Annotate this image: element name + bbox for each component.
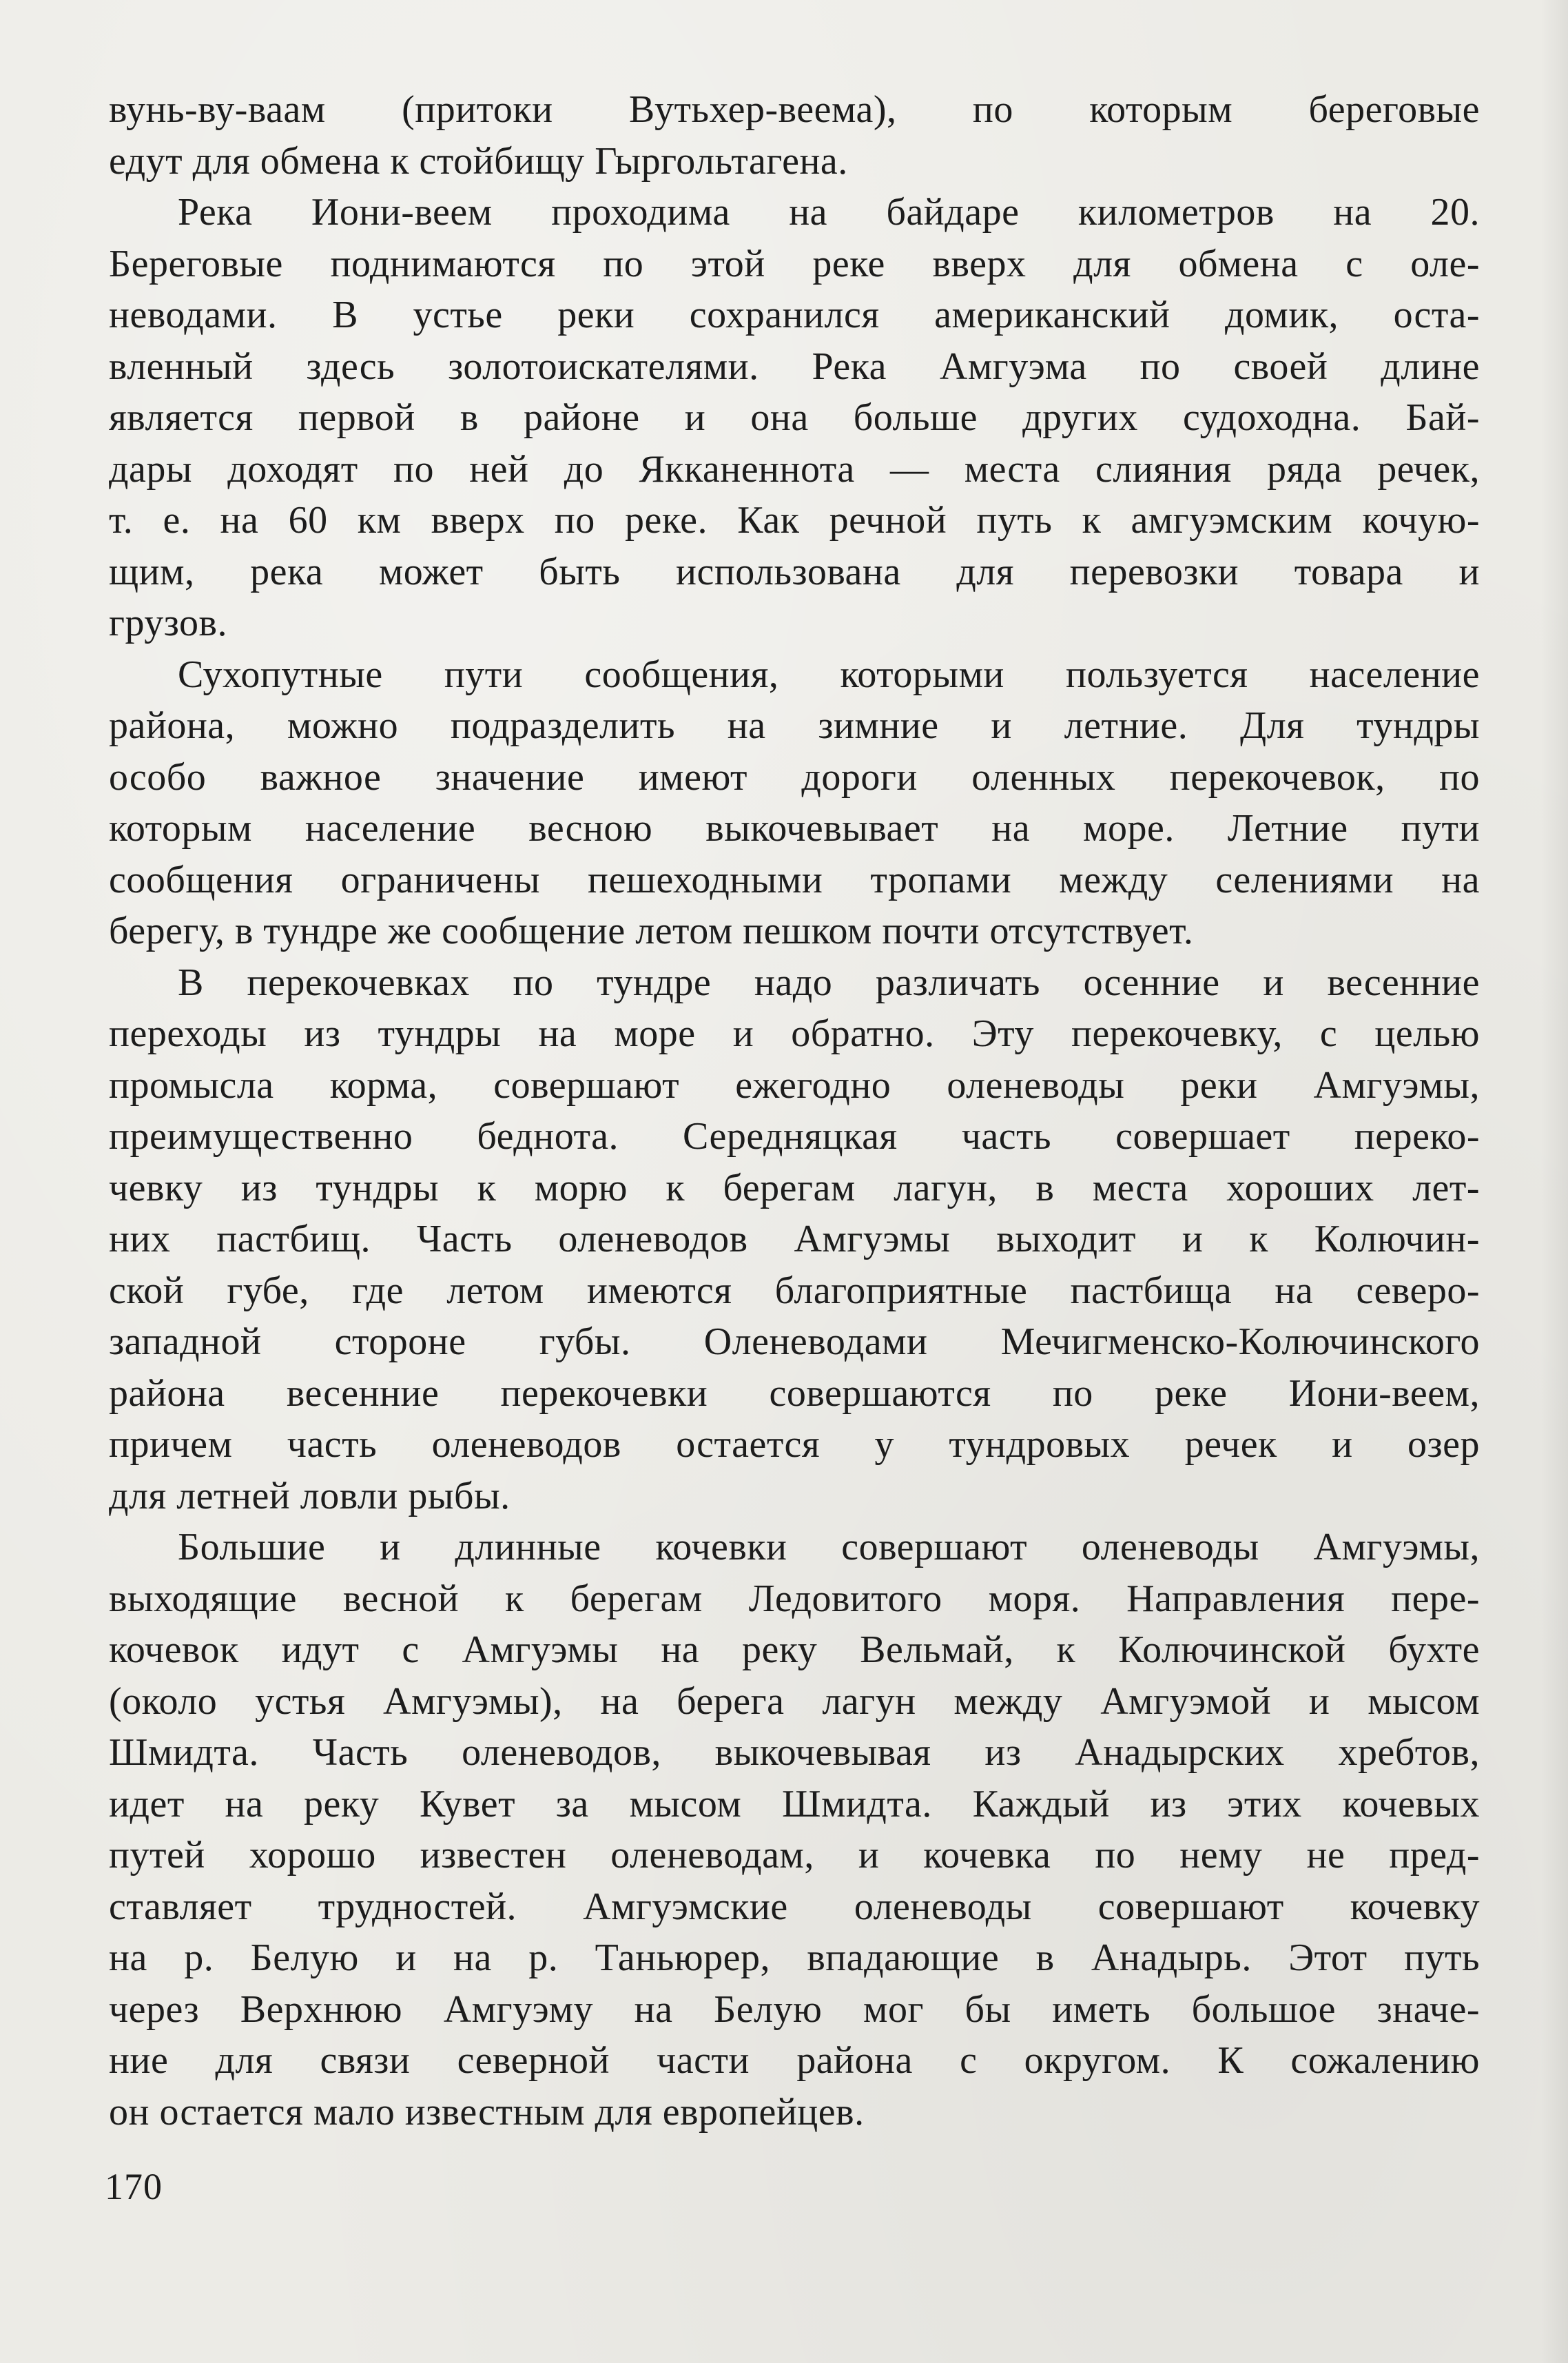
text-line: является первой в районе и она больше других судоходна. Бай- <box>109 396 1480 439</box>
text-line: он остается мало известным для европейцев. <box>109 2090 865 2134</box>
text-line: щим, река может быть использована для перевозки товара и <box>109 550 1480 593</box>
text-line: чевку из тундры к морю к берегам лагун, в места хороших лет- <box>109 1166 1480 1209</box>
paragraph <box>109 957 1480 1522</box>
text-line: путей хорошо известен оленеводам, и кочевка по нему не пред- <box>109 1834 1480 1876</box>
text-line: для летней ловли рыбы. <box>109 1474 510 1517</box>
text-line: преимущественно беднота. Середняцкая часть совершает переко- <box>109 1115 1480 1158</box>
text-line: переходы из тундры на море и обратно. Эту перекочевку, с целью <box>109 1012 1480 1055</box>
text-line: (около устья Амгуэмы), на берега лагун между Амгуэмой и мысом <box>109 1679 1480 1723</box>
text-line: промысла корма, совершают ежегодно оленеводы реки Амгуэмы, <box>109 1063 1480 1107</box>
text-line: ние для связи северной части района с округом. К сожалению <box>109 2039 1480 2082</box>
text-line: особо важное значение имеют дороги оленных перекочевок, по <box>109 755 1480 799</box>
text-line: неводами. В устье реки сохранился американский домик, оста- <box>109 294 1480 336</box>
text-line: ставляет трудностей. Амгуэмские оленеводы совершают кочевку <box>109 1885 1480 1928</box>
text-line: них пастбищ. Часть оленеводов Амгуэмы выходит и к Колючин- <box>109 1218 1480 1260</box>
page-edge-shadow <box>1540 0 1568 2363</box>
text-line: кочевок идут с Амгуэмы на реку Вельмай, к Колючинской бухте <box>109 1628 1480 1671</box>
text-line: через Верхнюю Амгуэму на Белую мог бы иметь большое значе- <box>109 1987 1480 2031</box>
text-line: района, можно подразделить на зимние и летние. Для тундры <box>109 704 1480 747</box>
text-line: сообщения ограничены пешеходными тропами между селениями на <box>109 858 1480 901</box>
text-line: едут для обмена к стойбищу Гыргольтагена. <box>109 139 848 183</box>
text-line: грузов. <box>109 602 227 644</box>
text-line: вленный здесь золотоискателями. Река Амгуэма по своей длине <box>109 345 1480 388</box>
text-line: т. е. на 60 км вверх по реке. Как речной путь к амгуэмским кочую- <box>109 499 1480 542</box>
text-line: вунь-ву-ваам (притоки Вутьхер-веема), по которым береговые <box>109 88 1480 131</box>
paragraph <box>109 1522 1480 2138</box>
text-line: В перекочевках по тундре надо различать осенние и весенние <box>178 961 1480 1004</box>
text-line: западной стороне губы. Оленеводами Мечигменско-Колючинского <box>109 1320 1480 1363</box>
paragraph <box>109 84 1480 187</box>
text-line: Шмидта. Часть оленеводов, выкочевывая из Анадырских хребтов, <box>109 1731 1480 1774</box>
body-text <box>109 84 1480 2138</box>
text-line: Река Иони-веем проходима на байдаре километров на 20. <box>178 191 1480 234</box>
paragraph <box>109 187 1480 649</box>
text-line: дары доходят по ней до Якканеннота — места слияния ряда речек, <box>109 447 1480 491</box>
text-line: которым население весною выкочевывает на море. Летние пути <box>109 807 1480 850</box>
text-line: Сухопутные пути сообщения, которыми пользуется население <box>178 653 1480 696</box>
text-line: Береговые поднимаются по этой реке вверх для обмена с оле- <box>109 242 1480 285</box>
text-line: идет на реку Кувет за мысом Шмидта. Каждый из этих кочевых <box>109 1782 1480 1825</box>
text-line: ской губе, где летом имеются благоприятные пастбища на северо- <box>109 1269 1480 1312</box>
text-line: берегу, в тундре же сообщение летом пешком почти отсутствует. <box>109 910 1194 952</box>
page-number: 170 <box>105 2166 163 2207</box>
text-line: причем часть оленеводов остается у тундровых речек и озер <box>109 1423 1480 1466</box>
text-line: района весенние перекочевки совершаются по реке Иони-веем, <box>109 1371 1480 1415</box>
text-line: на р. Белую и на р. Таньюрер, впадающие в Анадырь. Этот путь <box>109 1936 1480 1979</box>
paragraph <box>109 649 1480 957</box>
text-line: выходящие весной к берегам Ледовитого моря. Направления пере- <box>109 1577 1480 1620</box>
text-line: Большие и длинные кочевки совершают оленеводы Амгуэмы, <box>178 1526 1480 1568</box>
